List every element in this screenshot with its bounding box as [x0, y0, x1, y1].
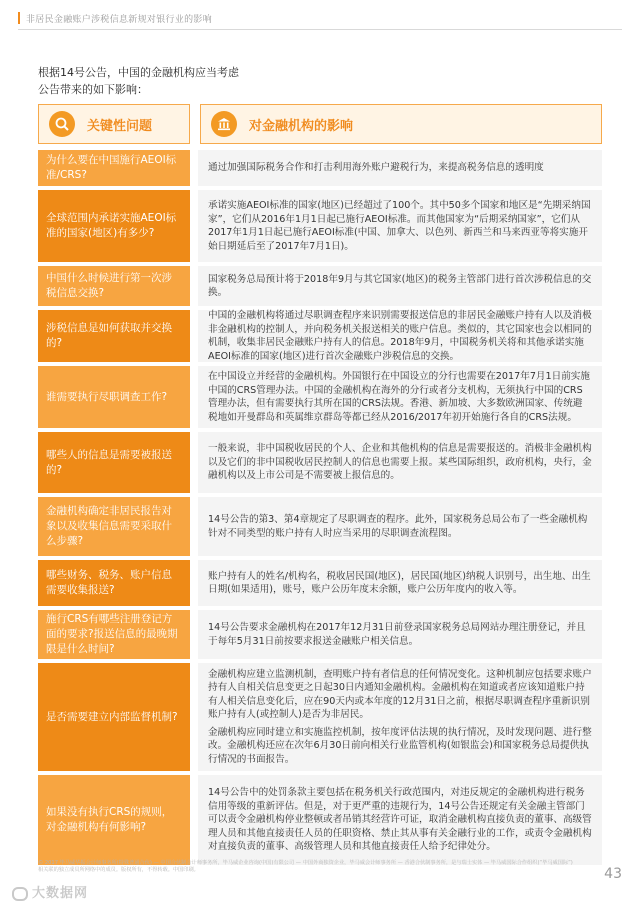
column-header-impact	[200, 104, 602, 144]
table-row	[38, 560, 602, 606]
magnifier-icon	[49, 111, 75, 137]
institution-icon	[211, 111, 237, 137]
answer-paragraph: 国家税务总局预计将于2018年9月与其它国家(地区)的税务主管部门进行首次涉税信息的交换。	[208, 273, 592, 298]
answer-paragraph: 在中国设立并经营的金融机构。外国银行在中国设立的分行也需要在2017年7月1日前实施中国的CRS管理办法。中国的金融机构在海外的分行或者分支机构，无须执行中国的CRS管理办法，但有需要执行其所在国的CRS法规。香港、新加坡、大多数欧洲国家、传统避税地如开曼群岛和英属维京群岛等都已经从2016/2017年初开始施行各自的CRS法规。	[208, 371, 590, 423]
row-answer	[198, 432, 602, 493]
answer-paragraph: 中国的金融机构将通过尽职调查程序来识别需要报送信息的非居民金融账户持有人以及消极非金融机构的控制人，并向税务机关报送相关的账户信息。类似的，其它国家也会以相同的机制，收集非居民金融账户持有人的信息。2018年9月，中国税务机关将和其他承诺实施AEOI标准的国家(地区)进行首次金融账户涉税信息的交换。	[208, 310, 592, 362]
row-question: 施行CRS有哪些注册登记方面的要求?报送信息的最晚期限是什么时间?	[38, 610, 190, 659]
table-row	[38, 497, 602, 556]
page-header	[18, 10, 622, 30]
row-answer	[198, 663, 602, 771]
table-row	[38, 366, 602, 428]
table-row	[38, 663, 602, 771]
column-title-left: 关键性问题	[87, 118, 153, 134]
watermark-text: 大数据网	[32, 886, 89, 901]
table-row	[38, 150, 602, 186]
table-row	[38, 610, 602, 659]
row-question: 金融机构确定非居民报告对象以及收集信息需要采取什么步骤?	[38, 497, 190, 556]
row-answer	[198, 560, 602, 606]
row-question: 哪些财务、税务、账户信息需要收集报送?	[38, 560, 190, 606]
answer-paragraph: 金融机构应同时建立和实施监控机制，按年度评估法规的执行情况，及时发现问题、进行整改。金融机构还应在次年6月30日前向相关行业监管机构(如银监会)和国家税务总局提供执行情况的书面报告。	[208, 726, 592, 765]
intro-line-2: 公告带来的如下影响：	[38, 83, 148, 96]
row-answer	[198, 150, 602, 186]
row-question: 如果没有执行CRS的规则，对金融机构有何影响?	[38, 775, 190, 865]
intro-line-1: 根据14号公告，中国的金融机构应当考虑	[38, 66, 239, 79]
table-row	[38, 775, 602, 865]
row-answer	[198, 190, 602, 262]
row-question: 哪些人的信息是需要被报送的?	[38, 432, 190, 493]
row-question: 涉税信息是如何获取并交换的?	[38, 310, 190, 362]
header-accent-bar	[18, 12, 20, 24]
footer-copyright: © 2017 毕马威华振会计师事务所(特殊普通合伙) — 中国合伙制会计师事务所，毕马威企业咨询(中国)有限公司 — 中国外商独资企业，毕马威会计师事务所 — 香港合伙制事务所，是与瑞士实体 — 毕马威国际合作组织(“毕马威国际”)相关联的独立成员所网络中的成员。版权所有，不得转载。中国印刷。	[38, 860, 573, 873]
answer-paragraph: 14号公告要求金融机构在2017年12月31日前登录国家税务总局网站办理注册登记，并且于每年5月31日前按要求报送金融账户相关信息。	[208, 622, 586, 647]
answer-paragraph: 14号公告的第3、第4章规定了尽职调查的程序。此外，国家税务总局公布了一些金融机构针对不同类型的账户持有人时应当采用的尽职调查流程图。	[208, 514, 588, 539]
page-number: 43	[604, 866, 622, 882]
row-question: 中国什么时候进行第一次涉税信息交换?	[38, 266, 190, 306]
table-row	[38, 432, 602, 493]
intro-text	[38, 64, 239, 98]
column-header-key-questions	[38, 104, 190, 144]
row-answer	[198, 266, 602, 306]
row-question: 谁需要执行尽职调查工作?	[38, 366, 190, 428]
table-row	[38, 266, 602, 306]
column-title-right: 对金融机构的影响	[249, 118, 354, 134]
answer-paragraph: 14号公告中的处罚条款主要包括在税务机关行政范围内，对违反规定的金融机构进行税务信用等级的重新评估。但是，对于更严重的违规行为，14号公告还规定有关金融主管部门可以责令金融机构停业整顿或者吊销其经营许可证，取消金融机构直接负责的董事、高级管理人员和其他直接责任人员的任职资格、禁止其从事有关金融行业的工作，或责令金融机构对直接负责的董事、高级管理人员和其他直接责任人给予纪律处分。	[208, 787, 592, 853]
watermark-logo-icon	[12, 887, 28, 901]
row-question: 是否需要建立内部监督机制?	[38, 663, 190, 771]
row-question: 为什么要在中国施行AEOI标准/CRS?	[38, 150, 190, 186]
row-answer	[198, 775, 602, 865]
watermark	[12, 882, 88, 901]
table-row	[38, 190, 602, 262]
row-question: 全球范围内承诺实施AEOI标准的国家(地区)有多少?	[38, 190, 190, 262]
row-answer	[198, 610, 602, 659]
answer-paragraph: 账户持有人的姓名/机构名，税收居民国(地区)，居民国(地区)纳税人识别号，出生地、出生日期(如果适用)，账号，账户公历年度末余额，账户公历年度内的收入等。	[208, 570, 591, 595]
header-title: 非居民金融账户涉税信息新规对银行业的影响	[26, 15, 213, 25]
row-answer	[198, 310, 602, 362]
row-answer	[198, 366, 602, 428]
answer-paragraph: 承诺实施AEOI标准的国家(地区)已经超过了100个。其中50多个国家和地区是“先期采纳国家”，它们从2016年1月1日起已施行AEOI标准。而其他国家为“后期采纳国家”，它们从2017年1月1日起已施行AEOI标准(中国、加拿大、以色列、新西兰和马来西亚等将实施开始日期延后至了2017年7月1日)。	[208, 200, 591, 252]
answer-paragraph: 金融机构应建立监测机制，查明账户持有者信息的任何情况变化。这种机制应包括要求账户持有人自相关信息变更之日起30日内通知金融机构。金融机构在知道或者应该知道账户持有人相关信息变化后，应在90天内或本年度的12月31日之前，根据尽职调查程序重新识别账户持有人(或控制人)是否为非居民。	[208, 668, 592, 721]
answer-paragraph: 一般来说，非中国税收居民的个人、企业和其他机构的信息是需要报送的。消极非金融机构以及它们的非中国税收居民控制人的信息也需要上报。某些国际组织，政府机构，央行，金融机构以及上市公司是不需要被上报信息的。	[208, 443, 592, 482]
table-row	[38, 310, 602, 362]
row-answer	[198, 497, 602, 556]
answer-paragraph: 通过加强国际税务合作和打击利用海外账户避税行为，来提高税务信息的透明度	[208, 162, 544, 174]
